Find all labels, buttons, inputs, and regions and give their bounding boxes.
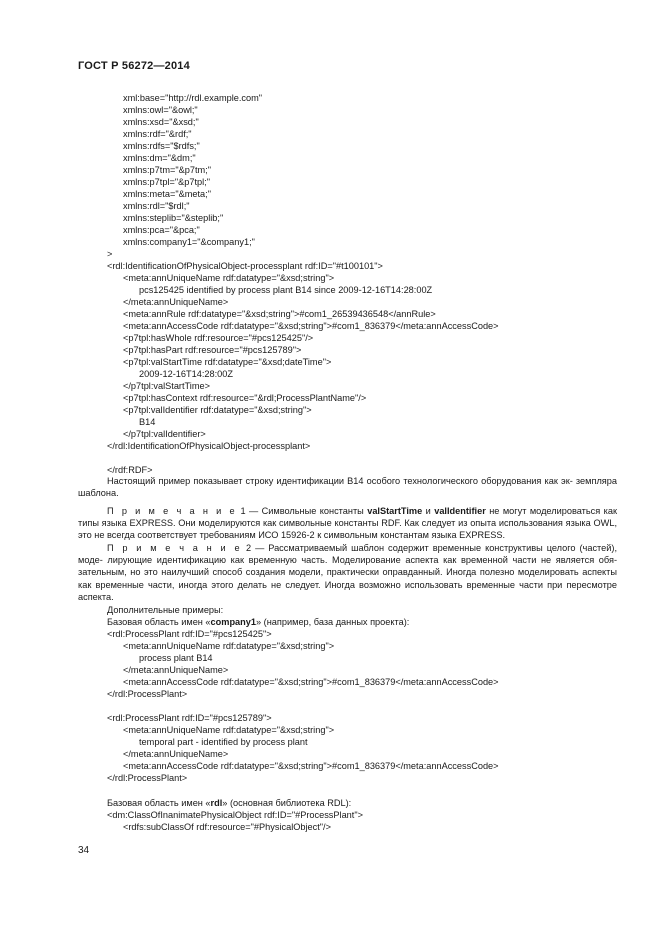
code-line: <meta:annUniqueName rdf:datatype="&xsd;string"> (123, 273, 335, 283)
code-line: xmlns:meta="&meta;" (123, 189, 211, 199)
code-line: </rdl:IdentificationOfPhysicalObject-processplant> (107, 441, 311, 451)
code-line: <meta:annAccessCode rdf:datatype="&xsd;string">#com1_836379</meta:annAccessCode> (123, 677, 499, 687)
document-header: ГОСТ Р 56272—2014 (78, 60, 190, 72)
code-line: xmlns:pca="&pca;" (123, 225, 200, 235)
code-line: <rdl:ProcessPlant rdf:ID="#pcs125425"> (107, 629, 272, 639)
note-bold-term: valIdentifier (434, 506, 486, 516)
namespace-name: rdl (210, 798, 223, 808)
code-line: </meta:annUniqueName> (123, 665, 229, 675)
code-line: <p7tpl:hasContext rdf:resource="&rdl;ProcessPlantName"/> (123, 393, 367, 403)
code-line: xmlns:steplib="&steplib;" (123, 213, 224, 223)
namespace-line (107, 616, 409, 628)
note-2 (78, 542, 617, 603)
note-bold-term: valStartTime (367, 506, 423, 516)
code-line: <meta:annUniqueName rdf:datatype="&xsd;string"> (123, 725, 335, 735)
code-line: <p7tpl:hasPart rdf:resource="#pcs125789"> (123, 345, 302, 355)
namespace-name: company1 (210, 617, 256, 627)
code-line: <rdl:ProcessPlant rdf:ID="#pcs125789"> (107, 713, 272, 723)
code-line: 2009-12-16T14:28:00Z (139, 369, 233, 379)
code-line: process plant B14 (139, 653, 213, 663)
note-text: 2 — Рассматриваемый шаблон содержит временные конструктивы целого (частей), моде- лирующие идентификацию как временную часть. Моделирование аспекта как временной части не является обя- зательным, но это наилучший способ создания модели, практически оправданный. Иногда полезно моделировать аспекты как временные части, иногда этого делать не следует. Иногда возможно использовать временные части при пересмотре аспекта. (78, 543, 618, 602)
code-line: </rdf:RDF> (107, 465, 153, 475)
code-line: </meta:annUniqueName> (123, 749, 229, 759)
code-line: B14 (139, 417, 156, 427)
code-line: xmlns:p7tpl="&p7tpl;" (123, 177, 210, 187)
note-text: и (422, 506, 435, 516)
code-line: <meta:annRule rdf:datatype="&xsd;string">#com1_26539436548</annRule> (123, 309, 436, 319)
code-line: </p7tpl:valStartTime> (123, 381, 210, 391)
code-line: <meta:annAccessCode rdf:datatype="&xsd;string">#com1_836379</meta:annAccessCode> (123, 761, 499, 771)
text: » (например, база данных проекта): (256, 617, 410, 627)
note-text: не могут моделироваться как типы языка EXPRESS. Они моделируются как символьные константы RDF. Как следует из опыта использования языка OWL, это не всегда соответствует требованиям ИСО 15926-2 к символьным константам языка EXPRESS. (78, 506, 617, 541)
code-line: > (107, 249, 113, 259)
text: Базовая область имен « (107, 617, 211, 627)
code-line: </rdl:ProcessPlant> (107, 689, 188, 699)
code-line: <p7tpl:valIdentifier rdf:datatype="&xsd;string"> (123, 405, 312, 415)
code-line: xmlns:company1="&company1;" (123, 237, 255, 247)
code-line: <rdfs:subClassOf rdf:resource="#PhysicalObject"/> (123, 822, 331, 832)
paragraph (78, 475, 617, 499)
code-line: xmlns:p7tm="&p7tm;" (123, 165, 211, 175)
code-line: <meta:annUniqueName rdf:datatype="&xsd;string"> (123, 641, 335, 651)
code-line: <p7tpl:hasWhole rdf:resource="#pcs125425"/> (123, 333, 314, 343)
section-title: Дополнительные примеры: (107, 605, 224, 615)
code-line: <p7tpl:valStartTime rdf:datatype="&xsd;dateTime"> (123, 357, 332, 367)
code-line: <meta:annAccessCode rdf:datatype="&xsd;string">#com1_836379</meta:annAccessCode> (123, 321, 499, 331)
note-text: 1 — Символьные константы (237, 506, 368, 516)
note-label: П р и м е ч а н и е (107, 543, 242, 553)
code-line: xmlns:xsd="&xsd;" (123, 117, 199, 127)
namespace-line (107, 797, 351, 809)
code-line: xmlns:rdfs="$rdfs;" (123, 141, 200, 151)
note-label: П р и м е ч а н и е (107, 506, 238, 516)
note-1 (78, 505, 617, 542)
code-line: pcs125425 identified by process plant B14 since 2009-12-16T14:28:00Z (139, 285, 433, 295)
code-line: temporal part - identified by process plant (139, 737, 308, 747)
code-line: xml:base="http://rdl.example.com" (123, 93, 263, 103)
code-line: </rdl:ProcessPlant> (107, 773, 188, 783)
code-line: xmlns:rdl="$rdl;" (123, 201, 190, 211)
code-line: xmlns:dm="&dm;" (123, 153, 196, 163)
text: » (основная библиотека RDL): (222, 798, 352, 808)
code-line: xmlns:owl="&owl;" (123, 105, 198, 115)
code-line: xmlns:rdf="&rdf;" (123, 129, 192, 139)
code-line: <rdl:IdentificationOfPhysicalObject-processplant rdf:ID="#t100101"> (107, 261, 383, 271)
page-number: 34 (78, 845, 90, 856)
paragraph-text: Настоящий пример показывает строку идентификации B14 особого технологического оборудования как эк- земпляра шаблона. (78, 476, 617, 499)
code-line: </p7tpl:valIdentifier> (123, 429, 206, 439)
code-line: <dm:ClassOfInanimatePhysicalObject rdf:ID="#ProcessPlant"> (107, 810, 363, 820)
text: Базовая область имен « (107, 798, 211, 808)
code-line: </meta:annUniqueName> (123, 297, 229, 307)
